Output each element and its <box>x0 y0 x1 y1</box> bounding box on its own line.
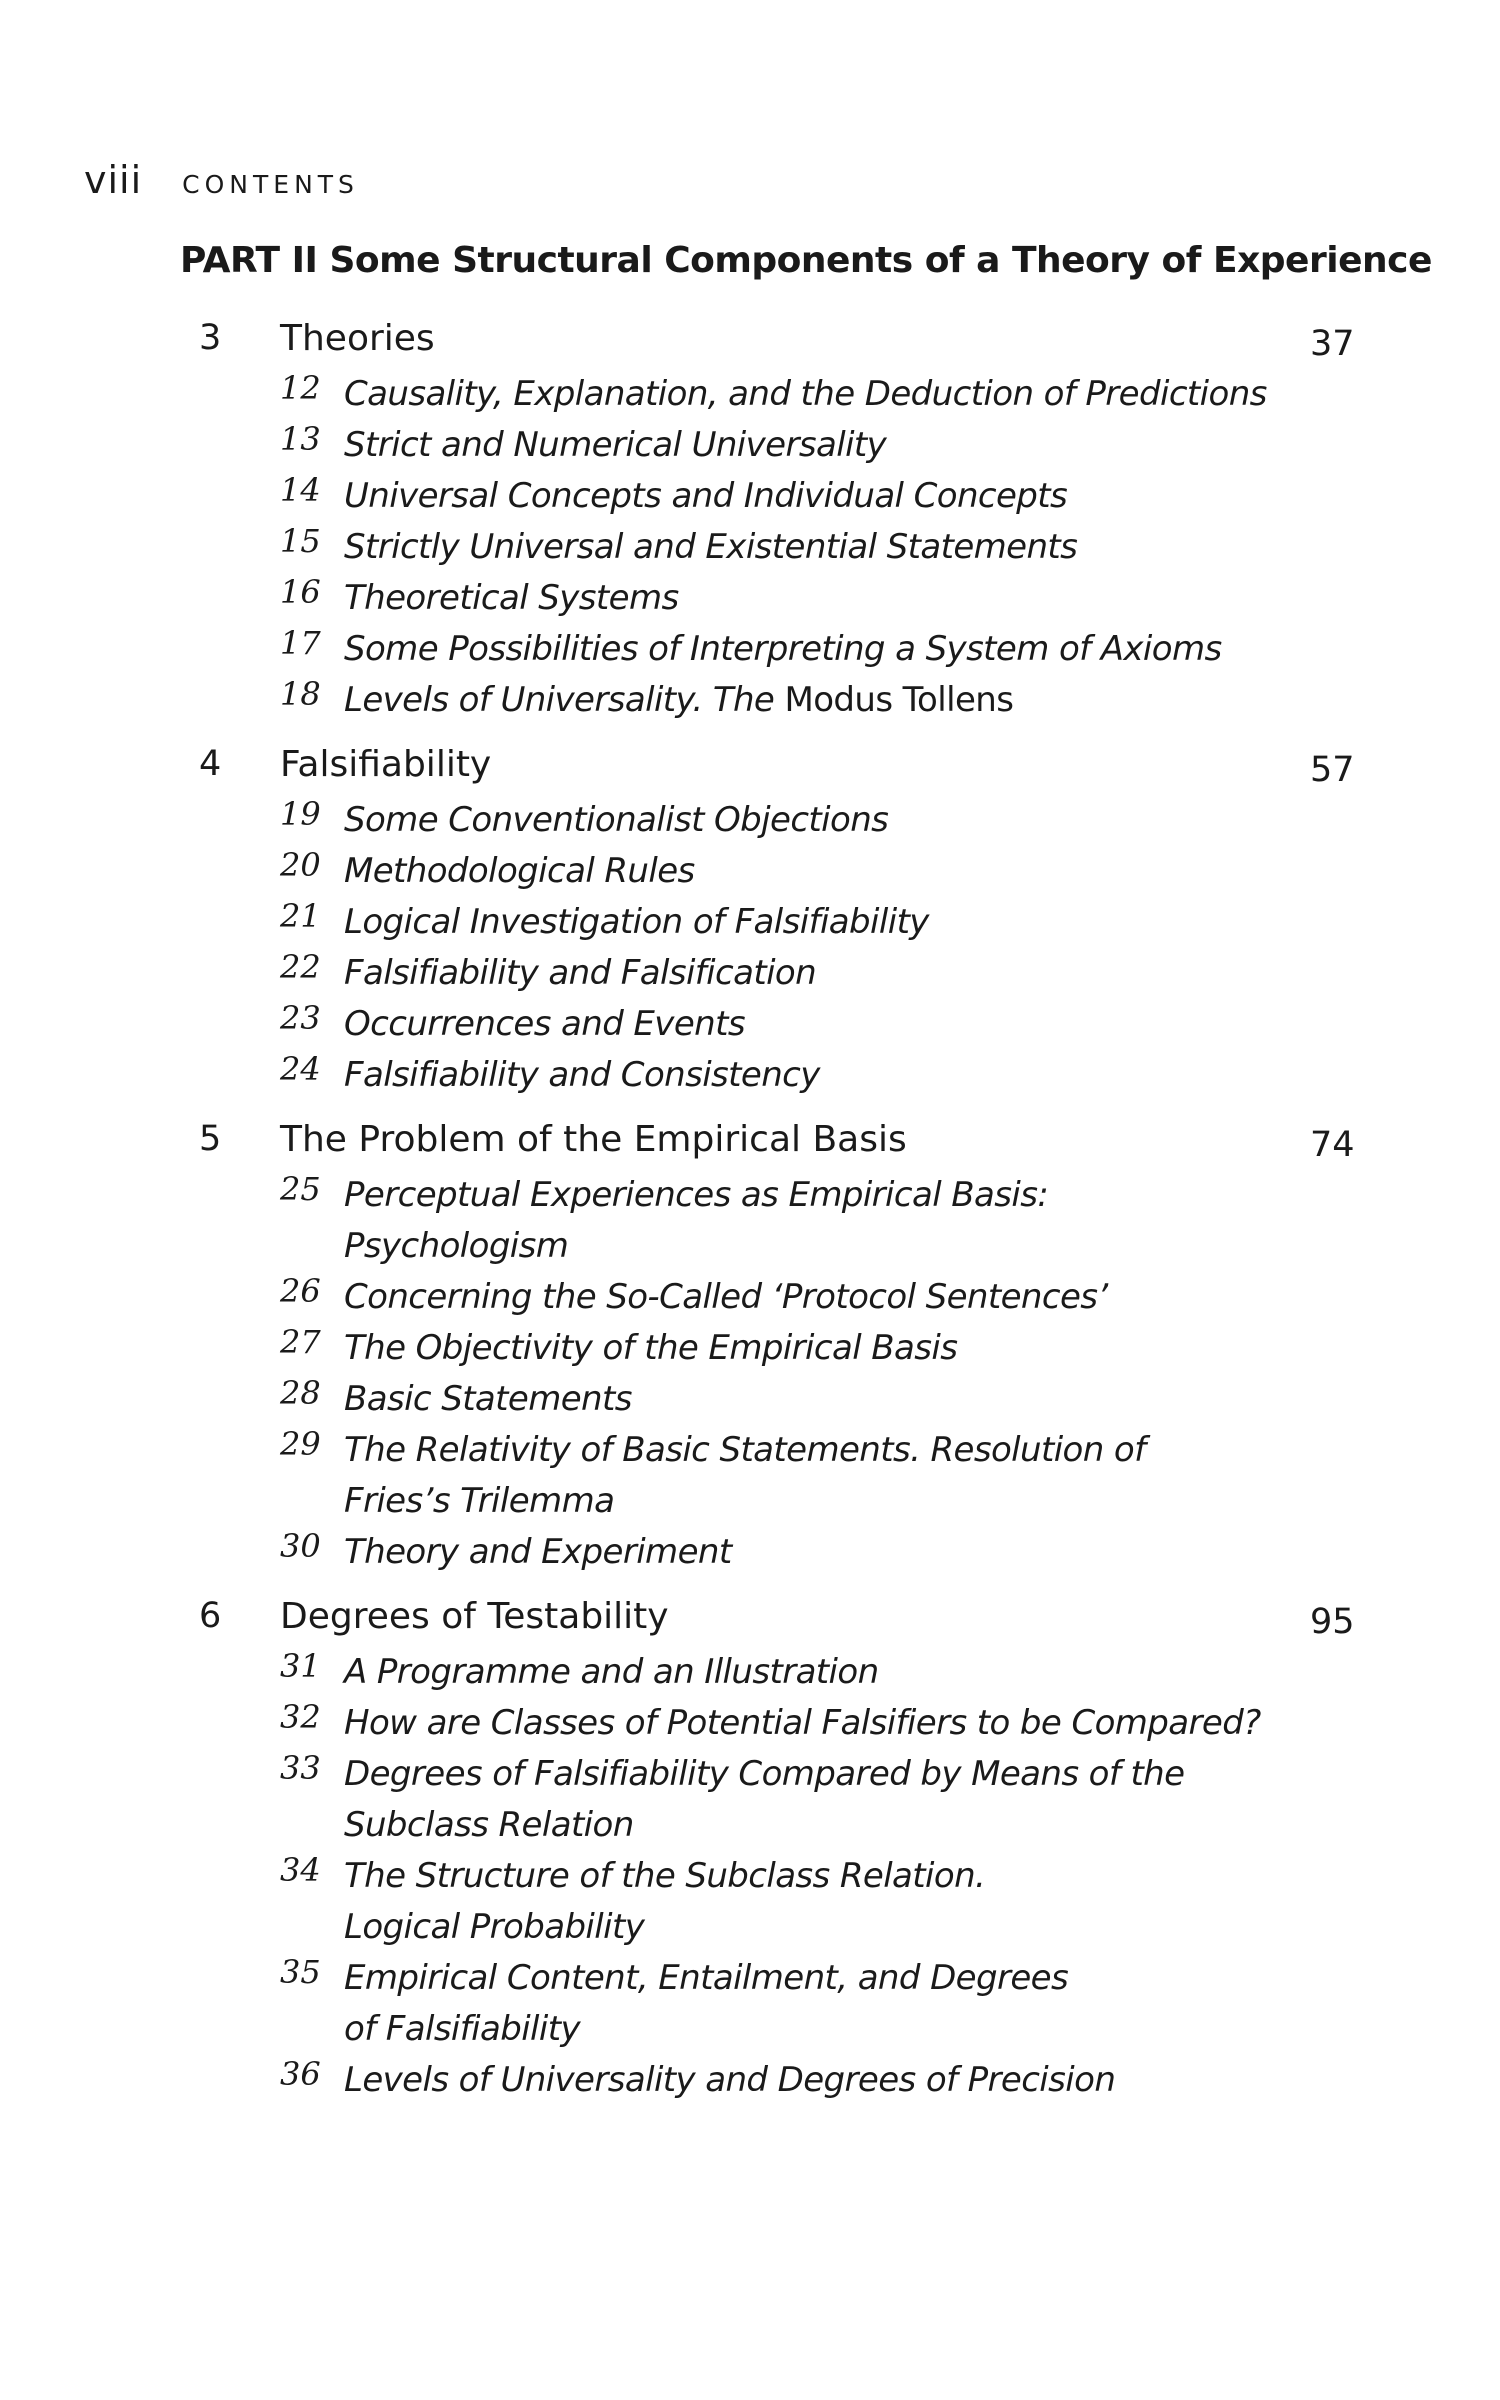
section-number: 24 <box>280 1050 321 1088</box>
section-number: 28 <box>280 1374 321 1412</box>
section-title <box>344 369 1304 420</box>
section-number: 31 <box>280 1647 321 1685</box>
section-number: 27 <box>280 1323 321 1361</box>
section-title <box>344 1272 1304 1323</box>
section-title-text: Universal Concepts and Individual Concepts <box>344 476 1068 516</box>
section-title <box>344 2055 1304 2106</box>
section-number: 17 <box>280 624 321 662</box>
section-line <box>0 1698 1500 1749</box>
toc-chapter <box>0 318 1500 726</box>
section-title-text: Causality, Explanation, and the Deduction of Predictions <box>344 374 1267 414</box>
section-title <box>344 1374 1304 1425</box>
toc-section <box>0 1698 1500 1749</box>
toc-section <box>0 2055 1500 2106</box>
toc-section <box>0 369 1500 420</box>
section-line <box>0 522 1500 573</box>
chapter-number: 5 <box>199 1119 222 1159</box>
section-title-text: Perceptual Experiences as Empirical Basis: <box>344 1175 1049 1215</box>
section-title <box>344 1698 1304 1749</box>
section-title <box>344 1425 1304 1476</box>
section-title <box>344 624 1304 675</box>
toc-section <box>0 897 1500 948</box>
section-title <box>344 1221 1304 1272</box>
chapter-page-number: 37 <box>1310 324 1355 364</box>
section-title <box>344 2004 1304 2055</box>
chapter-title: The Problem of the Empirical Basis <box>280 1119 907 1160</box>
section-title-text: Some Conventionalist Objections <box>344 800 889 840</box>
running-head-label: CONTENTS <box>182 170 359 199</box>
section-line <box>0 1902 1500 1953</box>
toc-chapter <box>0 1596 1500 2106</box>
toc-section <box>0 624 1500 675</box>
toc-section <box>0 795 1500 846</box>
section-title <box>344 1476 1304 1527</box>
toc-section <box>0 573 1500 624</box>
section-title-text: Logical Investigation of Falsifiability <box>344 902 929 942</box>
section-title <box>344 1749 1304 1800</box>
section-title <box>344 1851 1304 1902</box>
section-line <box>0 948 1500 999</box>
section-line <box>0 675 1500 726</box>
section-line <box>0 1953 1500 2004</box>
section-line <box>0 624 1500 675</box>
section-line <box>0 573 1500 624</box>
section-line <box>0 1647 1500 1698</box>
section-title-text: How are Classes of Potential Falsifiers to be Compared? <box>344 1703 1261 1743</box>
section-number: 16 <box>280 573 321 611</box>
chapter-heading-row <box>0 1119 1500 1170</box>
toc-section <box>0 522 1500 573</box>
chapter-title: Degrees of Testability <box>280 1596 669 1637</box>
section-number: 35 <box>280 1953 321 1991</box>
section-line <box>0 2055 1500 2106</box>
chapter-heading-row <box>0 1596 1500 1647</box>
toc-section <box>0 471 1500 522</box>
section-title-text: The Relativity of Basic Statements. Resolution of <box>344 1430 1146 1470</box>
section-title <box>344 522 1304 573</box>
chapter-number: 4 <box>199 744 222 784</box>
toc-section <box>0 1374 1500 1425</box>
section-line <box>0 1272 1500 1323</box>
section-number: 20 <box>280 846 321 884</box>
section-line <box>0 420 1500 471</box>
section-title-text: Concerning the So-Called ‘Protocol Sentences’ <box>344 1277 1108 1317</box>
section-title <box>344 1953 1304 2004</box>
section-number: 13 <box>280 420 321 458</box>
section-title <box>344 1902 1304 1953</box>
section-line <box>0 1170 1500 1221</box>
section-line <box>0 369 1500 420</box>
section-number: 18 <box>280 675 321 713</box>
section-number: 23 <box>280 999 321 1037</box>
section-title <box>344 1527 1304 1578</box>
toc-section <box>0 999 1500 1050</box>
section-number: 32 <box>280 1698 321 1736</box>
chapter-title: Theories <box>280 318 435 359</box>
section-title <box>344 675 1304 726</box>
section-title-text: Basic Statements <box>344 1379 632 1419</box>
section-line <box>0 1749 1500 1800</box>
toc-section <box>0 1527 1500 1578</box>
section-line <box>0 846 1500 897</box>
section-title-text: Theory and Experiment <box>344 1532 732 1572</box>
section-title-text: Methodological Rules <box>344 851 695 891</box>
section-title-text: Subclass Relation <box>344 1805 634 1845</box>
section-title-text: Some Possibilities of Interpreting a System of Axioms <box>344 629 1222 669</box>
section-line <box>0 1221 1500 1272</box>
section-line <box>0 1800 1500 1851</box>
chapter-page-number: 95 <box>1310 1602 1355 1642</box>
toc-section <box>0 1323 1500 1374</box>
part-title: PART II Some Structural Components of a Theory of Experience <box>180 240 1432 281</box>
toc-section <box>0 1050 1500 1101</box>
section-title <box>344 1170 1304 1221</box>
section-title-text: The Objectivity of the Empirical Basis <box>344 1328 958 1368</box>
section-title <box>344 1647 1304 1698</box>
section-title-text: The Structure of the Subclass Relation. <box>344 1856 986 1896</box>
section-line <box>0 897 1500 948</box>
section-line <box>0 1527 1500 1578</box>
section-title <box>344 1800 1304 1851</box>
section-title <box>344 1050 1304 1101</box>
running-head <box>84 158 359 202</box>
toc-section <box>0 1749 1500 1851</box>
section-title <box>344 999 1304 1050</box>
toc-section <box>0 1170 1500 1272</box>
section-title-text: Logical Probability <box>344 1907 645 1947</box>
section-number: 25 <box>280 1170 321 1208</box>
section-title-text: Degrees of Falsifiability Compared by Means of the <box>344 1754 1185 1794</box>
section-number: 12 <box>280 369 321 407</box>
section-title <box>344 471 1304 522</box>
section-number: 26 <box>280 1272 321 1310</box>
section-title <box>344 948 1304 999</box>
section-line <box>0 1425 1500 1476</box>
section-line <box>0 1476 1500 1527</box>
toc-section <box>0 846 1500 897</box>
section-title <box>344 846 1304 897</box>
section-line <box>0 999 1500 1050</box>
chapter-number: 6 <box>199 1596 222 1636</box>
section-title-text: Psychologism <box>344 1226 569 1266</box>
toc-section <box>0 1425 1500 1527</box>
section-title-text: Levels of Universality and Degrees of Precision <box>344 2060 1116 2100</box>
section-title-text: Falsifiability and Consistency <box>344 1055 820 1095</box>
toc-chapter <box>0 744 1500 1101</box>
section-title <box>344 795 1304 846</box>
toc-section <box>0 948 1500 999</box>
section-title-text: of Falsifiability <box>344 2009 581 2049</box>
section-number: 29 <box>280 1425 321 1463</box>
chapter-title: Falsifiability <box>280 744 492 785</box>
toc-section <box>0 1851 1500 1953</box>
section-number: 19 <box>280 795 321 833</box>
section-title-text: Empirical Content, Entailment, and Degrees <box>344 1958 1069 1998</box>
section-title-text: A Programme and an Illustration <box>344 1652 879 1692</box>
section-number: 22 <box>280 948 321 986</box>
section-title-text: Falsifiability and Falsification <box>344 953 817 993</box>
section-title-text: Strictly Universal and Existential Statements <box>344 527 1078 567</box>
section-line <box>0 1050 1500 1101</box>
toc-chapter-list <box>0 318 1500 2124</box>
section-title <box>344 1323 1304 1374</box>
section-title-text: Theoretical Systems <box>344 578 679 618</box>
section-number: 33 <box>280 1749 321 1787</box>
chapter-page-number: 57 <box>1310 750 1355 790</box>
page-number: viii <box>84 158 143 202</box>
section-line <box>0 1323 1500 1374</box>
section-number: 30 <box>280 1527 321 1565</box>
section-line <box>0 795 1500 846</box>
section-title-text: Levels of Universality. The <box>344 680 785 720</box>
toc-section <box>0 675 1500 726</box>
section-title <box>344 573 1304 624</box>
toc-section <box>0 1272 1500 1323</box>
section-title <box>344 420 1304 471</box>
section-title <box>344 897 1304 948</box>
section-line <box>0 2004 1500 2055</box>
chapter-heading-row <box>0 744 1500 795</box>
section-line <box>0 1374 1500 1425</box>
section-number: 14 <box>280 471 321 509</box>
chapter-page-number: 74 <box>1310 1125 1355 1165</box>
section-number: 36 <box>280 2055 321 2093</box>
section-title-text: Occurrences and Events <box>344 1004 745 1044</box>
toc-chapter <box>0 1119 1500 1578</box>
chapter-heading-row <box>0 318 1500 369</box>
section-line <box>0 471 1500 522</box>
toc-section <box>0 420 1500 471</box>
chapter-number: 3 <box>199 318 222 358</box>
toc-section <box>0 1953 1500 2055</box>
section-number: 21 <box>280 897 321 935</box>
section-number: 34 <box>280 1851 321 1889</box>
toc-section <box>0 1647 1500 1698</box>
section-title-text: Fries’s Trilemma <box>344 1481 615 1521</box>
section-number: 15 <box>280 522 321 560</box>
section-title-text: Strict and Numerical Universality <box>344 425 887 465</box>
section-title-upright: Modus Tollens <box>784 680 1014 720</box>
section-line <box>0 1851 1500 1902</box>
